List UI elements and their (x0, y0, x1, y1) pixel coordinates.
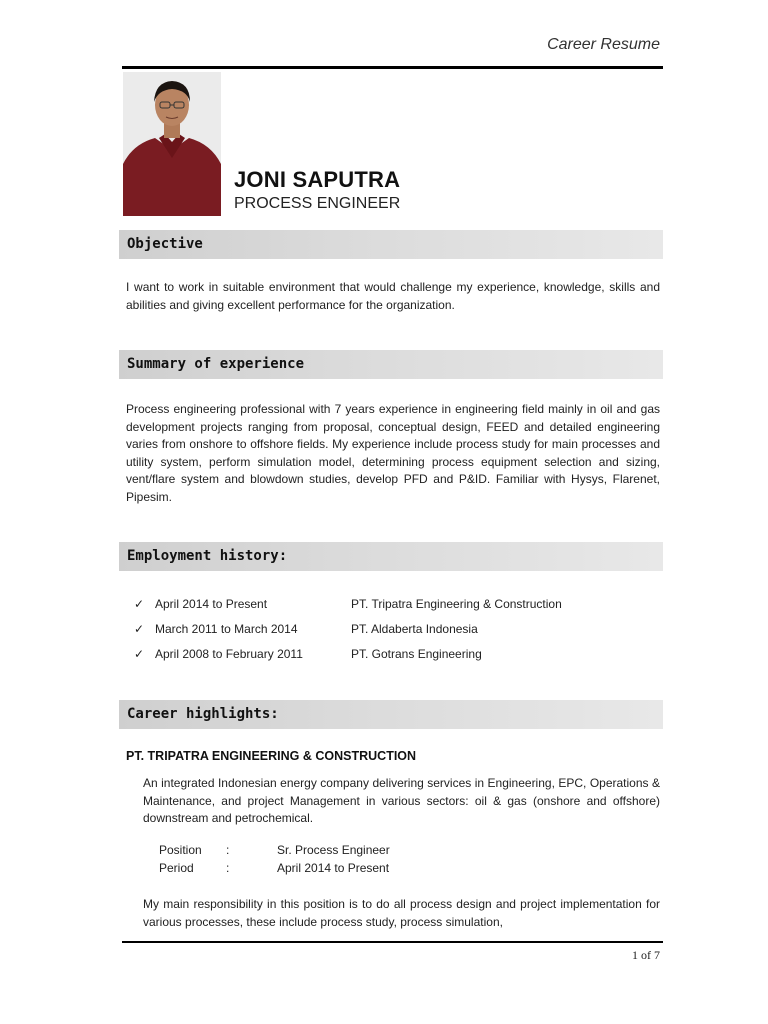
section-heading-highlights: Career highlights: (127, 706, 279, 722)
period-row (159, 861, 559, 879)
profile-photo-image (123, 72, 221, 216)
employment-item (134, 622, 664, 640)
footer-divider (122, 941, 663, 943)
section-objective (119, 230, 663, 259)
check-icon: ✓ (134, 597, 145, 611)
candidate-name: JONI SAPUTRA (234, 167, 401, 192)
section-employment (119, 542, 663, 571)
document-header-title: Career Resume (547, 36, 660, 53)
section-highlights (119, 700, 663, 729)
employment-item (134, 647, 664, 665)
employment-company: PT. Gotrans Engineering (351, 647, 482, 661)
header-divider (122, 66, 663, 69)
objective-text: I want to work in suitable environment that would challenge my experience, knowledge, skills and abilities and giving excellent performance for the organization. (126, 280, 660, 312)
profile-photo (123, 72, 221, 216)
responsibility-text: My main responsibility in this position is to do all process design and project implementation for various processes, these include process study, process simulation, (143, 897, 660, 929)
position-label: Position (159, 843, 202, 857)
employment-period: April 2014 to Present (155, 597, 268, 611)
employment-period: March 2011 to March 2014 (155, 622, 298, 636)
position-row (159, 843, 559, 861)
summary-text: Process engineering professional with 7 years experience in engineering field mainly in oil and gas development projects ranging from proposal, conceptual design, FEED and detailed engineering varies from onshore to offshore fields. My experience include process study for main processes and utility system, perform simulation model, determining process equipment selection and sizing, vent/flare system and blowdown studies, develop PFD and P&ID. Familiar with Hysys, Flarenet, Pipesim. (126, 402, 660, 504)
section-heading-employment: Employment history: (127, 548, 288, 564)
period-separator: : (226, 861, 230, 875)
employment-period: April 2008 to February 2011 (155, 647, 303, 661)
highlight-company-title: PT. TRIPATRA ENGINEERING & CONSTRUCTION (126, 749, 417, 763)
check-icon: ✓ (134, 622, 145, 636)
position-value: Sr. Process Engineer (277, 843, 390, 857)
employment-company: PT. Aldaberta Indonesia (351, 622, 478, 636)
candidate-role: PROCESS ENGINEER (234, 195, 401, 212)
section-heading-summary: Summary of experience (127, 356, 305, 372)
position-separator: : (226, 843, 230, 857)
page-number: 1 of 7 (632, 948, 660, 962)
period-label: Period (159, 861, 194, 875)
highlight-company-description: An integrated Indonesian energy company delivering services in Engineering, EPC, Operations & Maintenance, and project Management in various sectors: oil & gas (onshore and offshore) downstream and petrochemical. (143, 776, 660, 825)
section-summary (119, 350, 663, 379)
check-icon: ✓ (134, 647, 145, 661)
employment-item (134, 597, 664, 615)
employment-company: PT. Tripatra Engineering & Construction (351, 597, 562, 611)
period-value: April 2014 to Present (277, 861, 390, 875)
section-heading-objective: Objective (127, 236, 203, 252)
